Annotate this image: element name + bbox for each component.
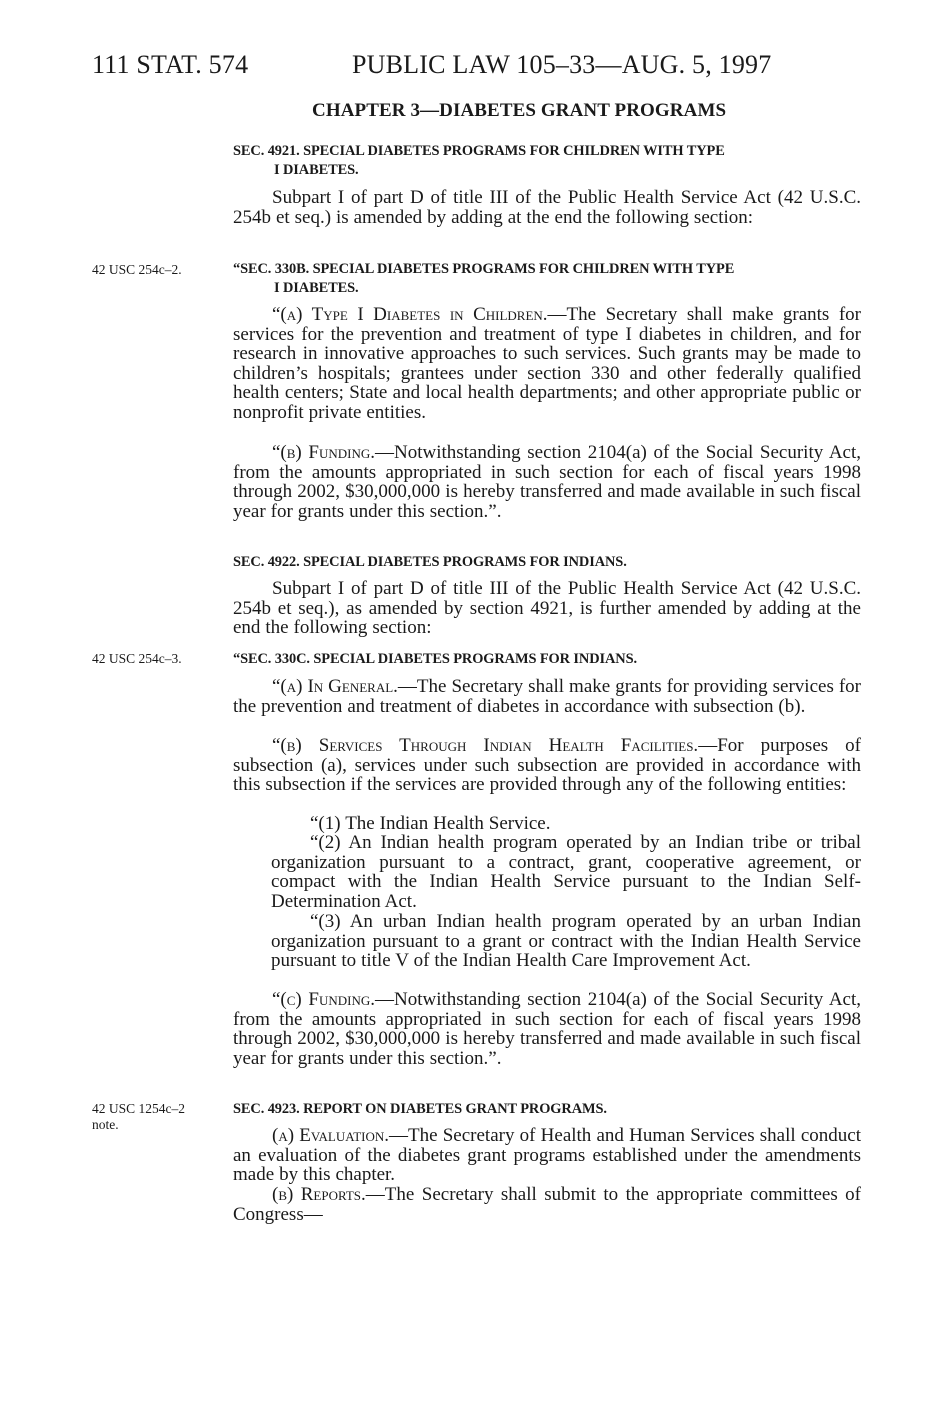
margin-note-254c-3: 42 USC 254c–3. (92, 651, 182, 666)
public-law-header: PUBLIC LAW 105–33—AUG. 5, 1997 (352, 50, 772, 79)
subsection-c-text: —Notwithstanding section 2104(a) of the Social Security Act, from the amounts appropriated in such section for each of fiscal years 1998 through 2002, $30,000,000 is hereby transferred and made available in such fiscal year for grants under this section.”. (233, 989, 861, 1069)
section-4923-subsection-a (233, 1126, 861, 1185)
margin-note-254c-2: 42 USC 254c–2. (92, 262, 182, 277)
paragraph-2-indian-health-program: “(2) An Indian health program operated by an Indian tribe or tribal organization pursuant to a contract, grant, cooperative agreement, or compact with the Indian Health Service pursuant to the Indian Self-Determination Act. (271, 832, 861, 912)
margin-note-line2: note. (92, 1117, 119, 1132)
subsection-a-text: —The Secretary of Health and Human Services shall conduct an evaluation of the diabetes grant programs established under the amendments made by this chapter. (233, 1125, 861, 1186)
section-4921-heading-line2: I DIABETES. (274, 162, 359, 178)
subsection-a-text: —The Secretary shall make grants for services for the prevention and treatment of type I diabetes in children, and for research in innovative approaches to such services. Such grants may be made to children’s hospitals; grantees under section 330 and other federally qualified health centers; State and local health departments; and other appropriate public or nonprofit private entities. (233, 304, 861, 423)
section-330b-heading-line2: I DIABETES. (274, 280, 359, 296)
paragraph-3-urban-indian-program: “(3) An urban Indian health program operated by an urban Indian organization pursuant to a grant or contract with the Indian Health Service pursuant to title V of the Indian Health Care Improvement Act. (271, 911, 861, 972)
margin-note-1254c-2 (92, 1101, 185, 1133)
section-4922-heading: SEC. 4922. SPECIAL DIABETES PROGRAMS FOR INDIANS. (233, 554, 627, 570)
section-4923-subsection-b (233, 1185, 861, 1224)
section-4923-heading: SEC. 4923. REPORT ON DIABETES GRANT PROGRAMS. (233, 1101, 607, 1117)
section-4921-intro: Subpart I of part D of title III of the Public Health Service Act (42 U.S.C. 254b et seq.) is amended by adding at the end the following section: (233, 187, 861, 228)
subsection-b-text: —For purposes of subsection (a), services under such subsection are provided in accordance with this subsection if the services are provided through any of the following entities: (233, 735, 861, 796)
chapter-title: CHAPTER 3—DIABETES GRANT PROGRAMS (312, 100, 727, 121)
subsection-b-label: (b) Reports. (272, 1184, 366, 1205)
section-330b-subsection-b (233, 443, 861, 521)
section-330b-heading-line1: “SEC. 330B. SPECIAL DIABETES PROGRAMS FOR CHILDREN WITH TYPE (233, 261, 735, 277)
page-number-header: 111 STAT. 574 (92, 50, 249, 79)
subsection-c-label: “(c) Funding. (272, 989, 375, 1010)
section-4922-intro: Subpart I of part D of title III of the Public Health Service Act (42 U.S.C. 254b et seq.), as amended by section 4921, is further amended by adding at the end the following section: (233, 578, 861, 639)
section-4921-heading-line1: SEC. 4921. SPECIAL DIABETES PROGRAMS FOR CHILDREN WITH TYPE (233, 143, 725, 159)
subsection-b-label: “(b) Services Through Indian Health Facilities. (272, 735, 699, 756)
subsection-a-label: “(a) In General. (272, 676, 398, 697)
section-330c-heading: “SEC. 330C. SPECIAL DIABETES PROGRAMS FOR INDIANS. (233, 651, 638, 667)
subsection-b-text: —Notwithstanding section 2104(a) of the Social Security Act, from the amounts appropriated in such section for each of fiscal years 1998 through 2002, $30,000,000 is hereby transferred and made available in such fiscal year for grants under this section.”. (233, 442, 861, 522)
section-330b-heading (233, 260, 861, 298)
paragraph-1-indian-health-service: “(1) The Indian Health Service. (310, 813, 551, 834)
margin-note-line1: 42 USC 1254c–2 (92, 1101, 186, 1116)
section-330b-subsection-a (233, 305, 861, 423)
subsection-a-label: “(a) Type I Diabetes in Children. (272, 304, 548, 325)
subsection-b-label: “(b) Funding. (272, 442, 375, 463)
section-4921-heading (233, 142, 861, 180)
section-330c-subsection-a (233, 677, 861, 716)
section-330c-subsection-b (233, 736, 861, 795)
subsection-a-text: —The Secretary shall make grants for providing services for the prevention and treatment of diabetes in accordance with subsection (b). (233, 676, 861, 717)
subsection-b-text: —The Secretary shall submit to the appropriate committees of Congress— (233, 1184, 861, 1225)
section-330c-subsection-c (233, 990, 861, 1068)
subsection-a-label: (a) Evaluation. (272, 1125, 390, 1146)
